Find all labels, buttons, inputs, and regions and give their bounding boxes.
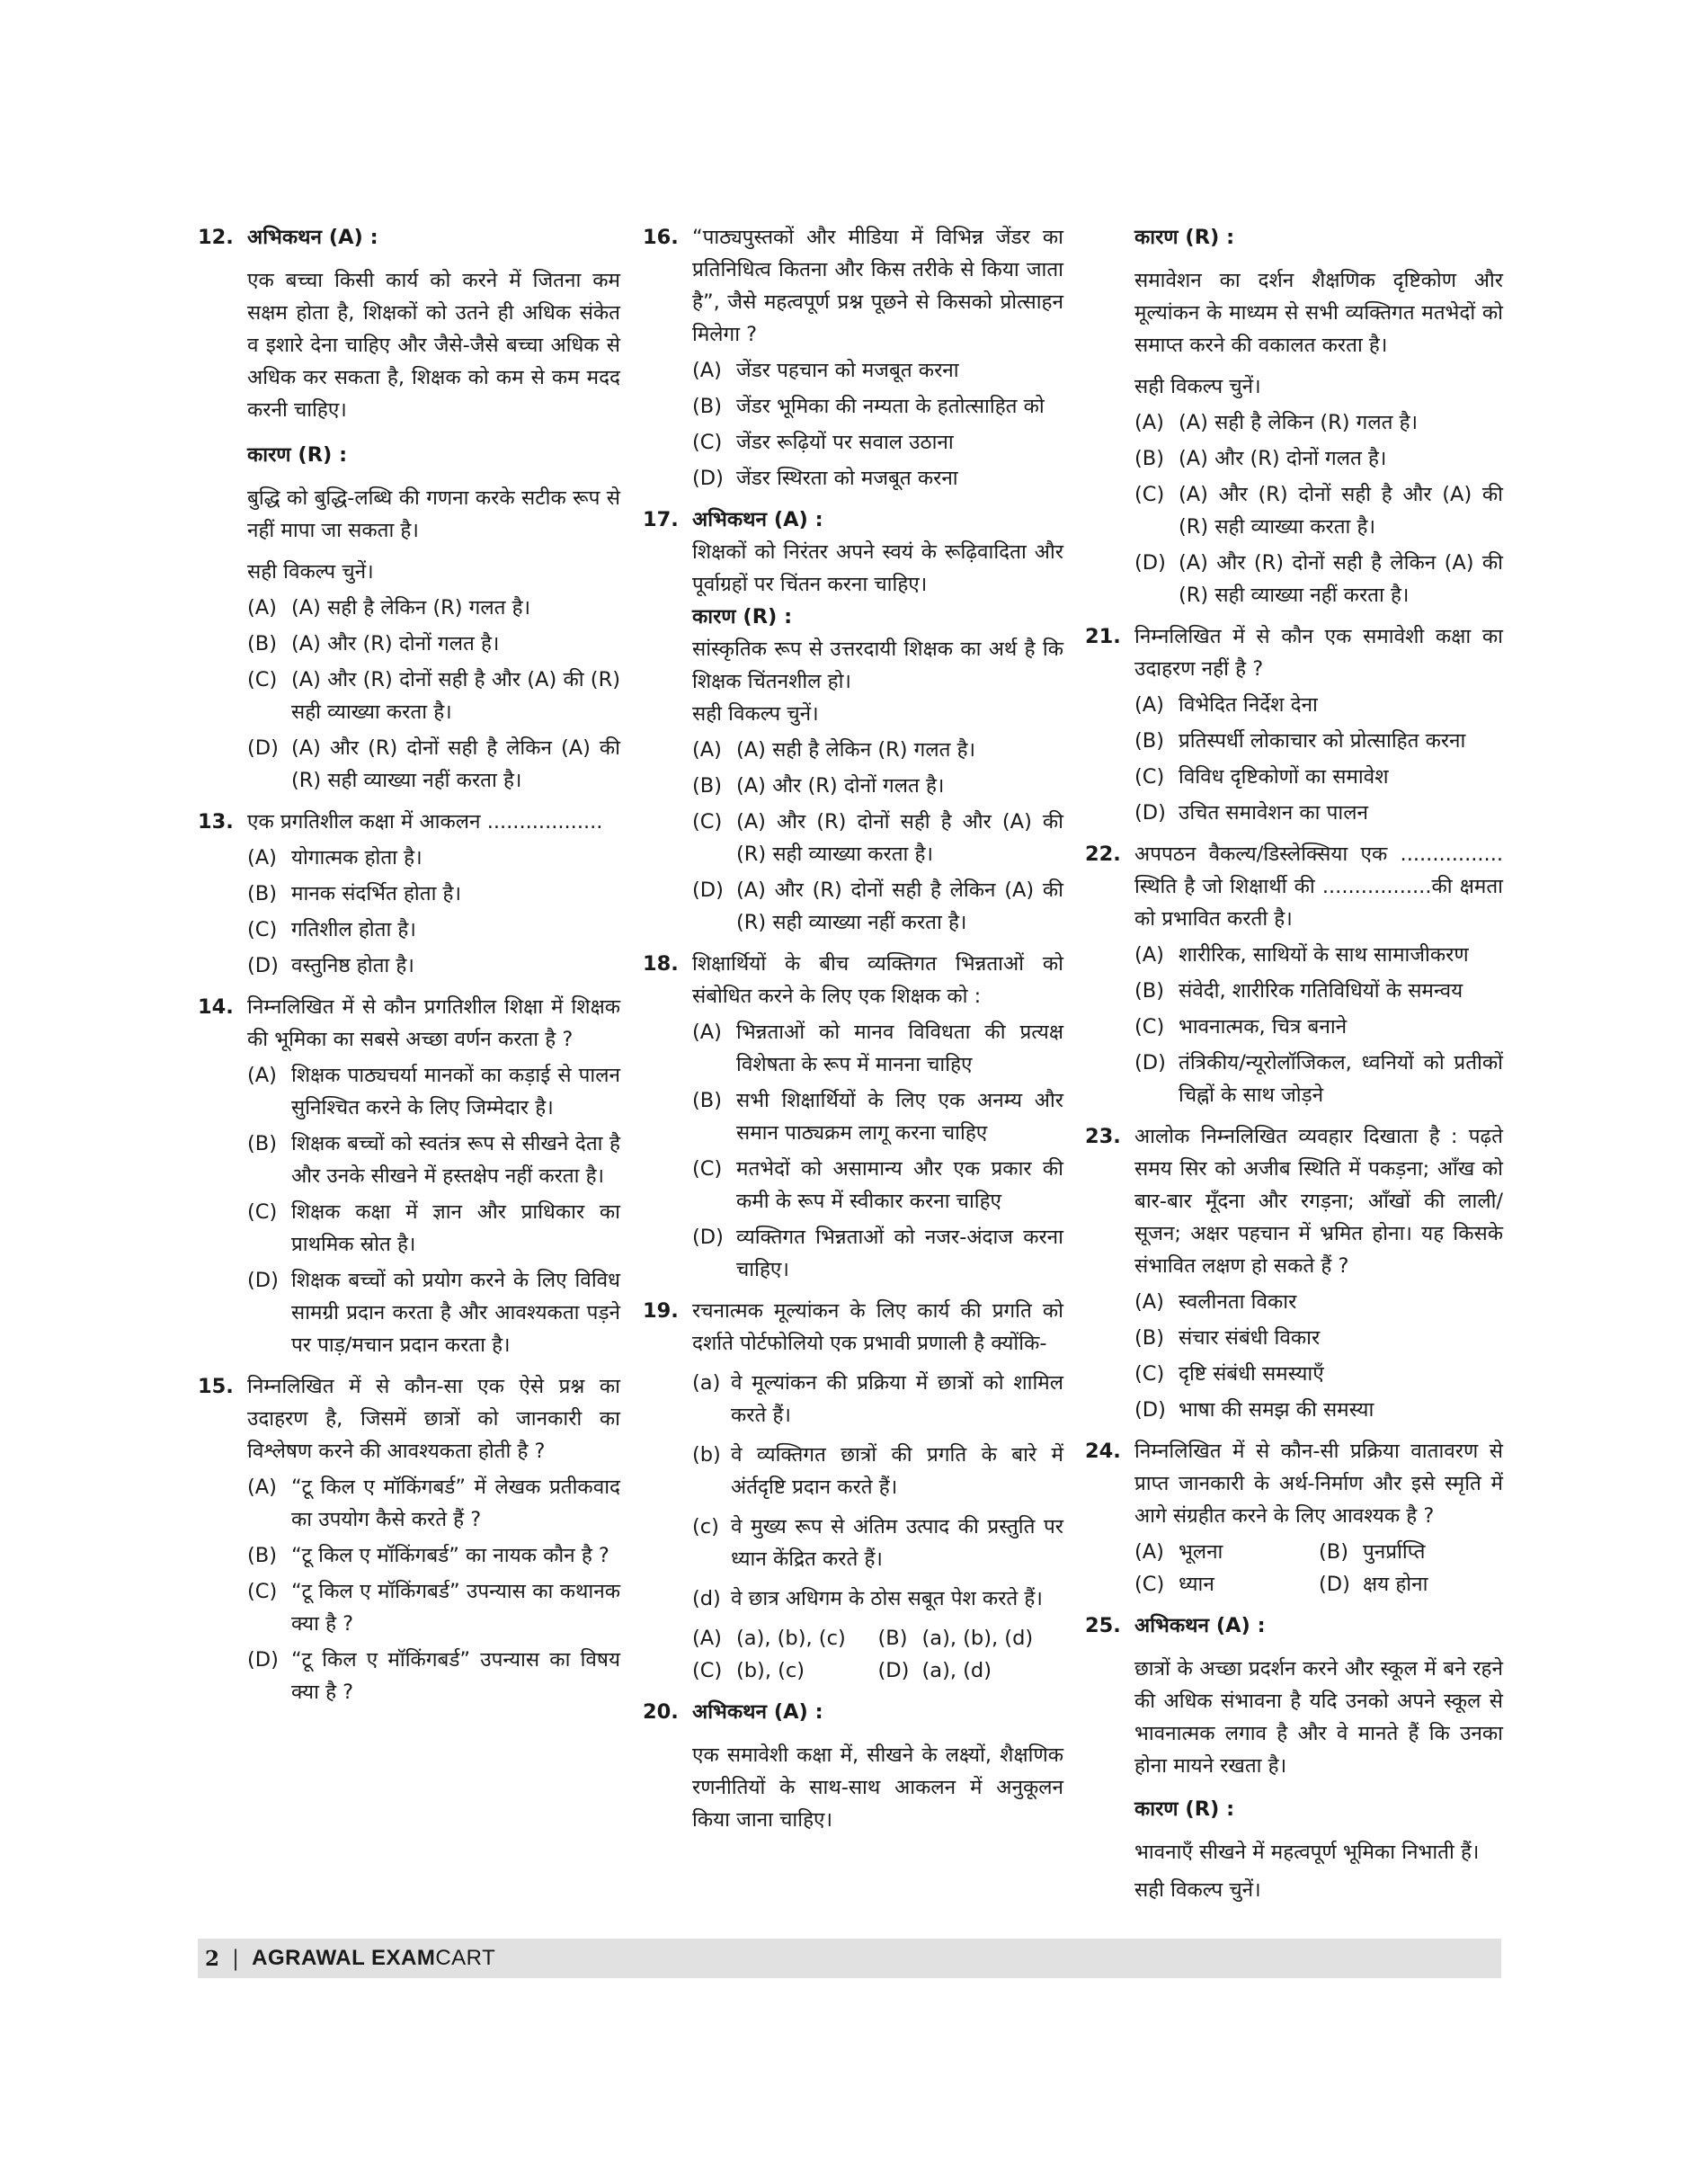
option-text: (A) सही है लेकिन (R) गलत है। bbox=[736, 738, 976, 762]
option-text: तंत्रिकीय/न्यूरोलॉजिकल, ध्वनियों को प्रतीकों चिह्नों के साथ जोड़ने bbox=[1179, 1051, 1503, 1107]
question-20-continued bbox=[1085, 221, 1503, 611]
option-text: भूलना bbox=[1179, 1540, 1223, 1564]
option-label: (B) bbox=[692, 774, 722, 798]
statement-label: (d) bbox=[692, 1587, 721, 1610]
option-label: (C) bbox=[247, 1580, 278, 1603]
option-text: भावनात्मक, चित्र बनाने bbox=[1179, 1015, 1348, 1039]
column-middle bbox=[643, 221, 1063, 1845]
option-text: संवेदी, शारीरिक गतिविधियों के समन्वय bbox=[1179, 979, 1463, 1003]
instruction-text: सही विकल्प चुनें। bbox=[247, 560, 374, 584]
option-label: (D) bbox=[877, 1659, 910, 1682]
option-label: (A) bbox=[692, 738, 722, 762]
option-text: (A) और (R) दोनों गलत है। bbox=[1179, 447, 1387, 470]
option-c[interactable] bbox=[692, 1153, 1063, 1217]
question-number: 21. bbox=[1085, 625, 1121, 648]
statement-text: वे छात्र अधिगम के ठोस सबूत पेश करते हैं। bbox=[731, 1587, 1043, 1610]
instruction-text: सही विकल्प चुनें। bbox=[692, 702, 819, 726]
option-c[interactable] bbox=[1134, 761, 1503, 793]
option-d[interactable] bbox=[692, 462, 1063, 495]
option-label: (B) bbox=[877, 1627, 908, 1650]
option-text: प्रतिस्पर्धी लोकाचार को प्रोत्साहित करना bbox=[1179, 729, 1466, 753]
option-label: (B) bbox=[692, 1089, 722, 1112]
option-label: (A) bbox=[247, 846, 277, 869]
option-label: (C) bbox=[247, 1200, 278, 1224]
option-b[interactable] bbox=[247, 628, 620, 660]
question-number: 14. bbox=[198, 995, 234, 1019]
brand-logo bbox=[252, 1946, 495, 1971]
option-b[interactable] bbox=[692, 770, 1063, 802]
option-text: योगात्मक होता है। bbox=[291, 846, 423, 869]
option-b[interactable] bbox=[247, 1539, 620, 1572]
question-number: 22. bbox=[1085, 843, 1121, 866]
option-a[interactable] bbox=[692, 1016, 1063, 1081]
option-c[interactable] bbox=[1134, 1568, 1319, 1601]
option-b[interactable] bbox=[1319, 1536, 1503, 1568]
reason-label: कारण (R) : bbox=[692, 605, 793, 629]
question-23 bbox=[1085, 1120, 1503, 1426]
statement-a bbox=[692, 1367, 1063, 1431]
option-d[interactable] bbox=[1134, 1394, 1503, 1426]
option-label: (C) bbox=[1134, 1015, 1165, 1039]
option-text: उचित समावेशन का पालन bbox=[1179, 801, 1368, 825]
option-c[interactable] bbox=[692, 426, 1063, 459]
assertion-text: एक समावेशी कक्षा में, सीखने के लक्ष्यों, शैक्षणिक रणनीतियों के साथ-साथ आकलन में अनुकूलन किया जाना चाहिए। bbox=[692, 1743, 1063, 1832]
option-b[interactable] bbox=[692, 1084, 1063, 1149]
option-c[interactable] bbox=[692, 806, 1063, 870]
option-b[interactable] bbox=[1134, 442, 1503, 475]
statement-label: (b) bbox=[692, 1443, 721, 1467]
option-text: (A) और (R) दोनों सही है और (A) की (R) सही व्याख्या करता है। bbox=[1179, 483, 1503, 539]
option-label: (A) bbox=[247, 1064, 277, 1087]
option-text: (A) सही है लेकिन (R) गलत है। bbox=[1179, 411, 1419, 434]
option-label: (B) bbox=[247, 632, 277, 655]
option-label: (D) bbox=[247, 954, 279, 977]
statement-text: वे व्यक्तिगत छात्रों की प्रगति के बारे में अंर्तदृष्टि प्रदान करते हैं। bbox=[731, 1443, 1063, 1499]
statement-c bbox=[692, 1511, 1063, 1575]
option-text: जेंडर पहचान को मजबूत करना bbox=[736, 359, 959, 382]
option-d[interactable] bbox=[247, 1264, 620, 1361]
question-stem: निम्नलिखित में से कौन-सा एक ऐसे प्रश्न का उदाहरण है, जिसमें छात्रों को जानकारी का विश्लेषण करने की आवश्यकता होती है ? bbox=[247, 1375, 620, 1463]
reason-text: बुद्धि को बुद्धि-लब्धि की गणना करके सटीक रूप से नहीं मापा जा सकता है। bbox=[247, 486, 620, 542]
column-left bbox=[198, 221, 620, 1717]
question-stem: एक प्रगतिशील कक्षा में आकलन .................. bbox=[247, 810, 603, 834]
question-stem: अपपठन वैकल्य/डिस्लेक्सिया एक ................ स्थिति है जो शिक्षार्थी की .................की क्षमता को प्रभावित करती है। bbox=[1134, 843, 1503, 931]
question-13 bbox=[198, 806, 620, 982]
question-number: 16. bbox=[643, 226, 679, 249]
option-text: विभेदित निर्देश देना bbox=[1179, 693, 1318, 717]
option-text: (a), (b), (c) bbox=[736, 1627, 846, 1650]
option-text: भिन्नताओं को मानव विविधता की प्रत्यक्ष विशेषता के रूप में मानना चाहिए bbox=[736, 1021, 1063, 1076]
option-a[interactable] bbox=[1134, 1286, 1503, 1318]
option-text: “टू किल ए मॉकिंगबर्ड” का नायक कौन है ? bbox=[291, 1544, 609, 1567]
option-text: वस्तुनिष्ठ होता है। bbox=[291, 954, 414, 977]
option-text: (A) और (R) दोनों गलत है। bbox=[291, 632, 500, 655]
question-number: 20. bbox=[643, 1700, 679, 1724]
question-stem: निम्नलिखित में से कौन एक समावेशी कक्षा का उदाहरण नहीं है ? bbox=[1134, 625, 1503, 681]
option-label: (B) bbox=[692, 395, 722, 418]
option-label: (C) bbox=[247, 918, 278, 941]
statement-label: (c) bbox=[692, 1515, 719, 1538]
option-label: (D) bbox=[247, 1648, 279, 1672]
option-grid bbox=[1134, 1536, 1503, 1601]
question-21 bbox=[1085, 620, 1503, 829]
option-text: जेंडर भूमिका की नम्यता के हतोत्साहित को bbox=[736, 395, 1045, 418]
assertion-text: एक बच्चा किसी कार्य को करने में जितना कम सक्षम होता है, शिक्षकों को उतने ही अधिक संकेत व इशारे देना चाहिए और जैसे-जैसे बच्चा अधिक से अधिक कर सकता है, शिक्षक को कम से कम मदद करनी चाहिए। bbox=[247, 269, 620, 422]
option-text: शिक्षक पाठ्यचर्या मानकों का कड़ाई से पालन सुनिश्चित करने के लिए जिम्मेदार है। bbox=[291, 1064, 620, 1119]
option-text: व्यक्तिगत भिन्नताओं को नजर-अंदाज करना चाहिए। bbox=[736, 1226, 1063, 1281]
option-label: (A) bbox=[247, 1476, 277, 1499]
option-label: (D) bbox=[692, 467, 724, 490]
option-text: विविध दृष्टिकोणों का समावेश bbox=[1179, 765, 1389, 789]
option-c[interactable] bbox=[1134, 478, 1503, 543]
option-label: (C) bbox=[1134, 765, 1165, 789]
brand-bold-text: AGRAWAL EXAM bbox=[252, 1946, 436, 1970]
option-a[interactable] bbox=[247, 1059, 620, 1124]
option-label: (A) bbox=[1134, 411, 1164, 434]
option-label: (C) bbox=[692, 431, 723, 454]
option-text: (a), (d) bbox=[921, 1659, 992, 1682]
option-text: (A) और (R) दोनों सही है और (A) की (R) सही व्याख्या करता है। bbox=[291, 668, 620, 724]
option-label: (B) bbox=[1134, 447, 1164, 470]
assertion-text: शिक्षकों को निरंतर अपने स्वयं के रूढ़िवादिता और पूर्वाग्रहों पर चिंतन करना चाहिए। bbox=[692, 540, 1063, 596]
option-a[interactable] bbox=[247, 1471, 620, 1536]
question-number: 15. bbox=[198, 1375, 234, 1398]
option-text: (A) सही है लेकिन (R) गलत है। bbox=[291, 596, 531, 620]
option-d[interactable] bbox=[878, 1654, 1064, 1687]
option-d[interactable] bbox=[692, 874, 1063, 939]
option-label: (C) bbox=[692, 810, 723, 834]
option-c[interactable] bbox=[247, 664, 620, 728]
option-text: (A) और (R) दोनों सही है लेकिन (A) की (R) सही व्याख्या नहीं करता है। bbox=[736, 878, 1063, 934]
option-label: (D) bbox=[1134, 1051, 1166, 1075]
option-text: (b), (c) bbox=[736, 1659, 805, 1682]
option-d[interactable] bbox=[247, 950, 620, 982]
statement-label: (a) bbox=[692, 1371, 721, 1395]
option-label: (C) bbox=[1134, 483, 1165, 506]
option-text: स्वलीनता विकार bbox=[1179, 1290, 1297, 1314]
question-number: 17. bbox=[643, 508, 679, 531]
option-label: (A) bbox=[692, 1627, 722, 1650]
option-label: (C) bbox=[692, 1157, 723, 1181]
option-label: (B) bbox=[1134, 979, 1164, 1003]
option-label: (C) bbox=[1134, 1362, 1165, 1386]
question-stem: निम्नलिखित में से कौन-सी प्रक्रिया वातावरण से प्राप्त जानकारी के अर्थ-निर्माण और इसे स्मृति में आगे संग्रहीत करने के लिए आवश्यक है ? bbox=[1134, 1440, 1503, 1528]
option-label: (D) bbox=[692, 1226, 724, 1249]
option-c[interactable] bbox=[1134, 1011, 1503, 1043]
question-number: 24. bbox=[1085, 1440, 1121, 1463]
option-text: (A) और (R) दोनों सही है और (A) की (R) सही व्याख्या करता है। bbox=[736, 810, 1063, 866]
option-label: (C) bbox=[1134, 1573, 1165, 1596]
question-14 bbox=[198, 991, 620, 1361]
question-20 bbox=[643, 1696, 1063, 1836]
question-18 bbox=[643, 948, 1063, 1286]
option-b[interactable] bbox=[878, 1622, 1064, 1654]
question-22 bbox=[1085, 838, 1503, 1111]
instruction-text: सही विकल्प चुनें। bbox=[1134, 1878, 1261, 1902]
option-label: (C) bbox=[692, 1659, 723, 1682]
question-25 bbox=[1085, 1610, 1503, 1906]
option-d[interactable] bbox=[1134, 797, 1503, 829]
option-text: सभी शिक्षार्थियों के लिए एक अनम्य और समान पाठ्यक्रम लागू करना चाहिए bbox=[736, 1089, 1063, 1145]
question-number: 18. bbox=[643, 952, 679, 976]
instruction-text: सही विकल्प चुनें। bbox=[1134, 375, 1261, 398]
question-stem: “पाठ्यपुस्तकों और मीडिया में विभिन्न जेंडर का प्रतिनिधित्व कितना और किस तरीके से किया जाता है”, जैसे महत्वपूर्ण प्रश्न पूछने से किसको प्रोत्साहन मिलेगा ? bbox=[692, 226, 1063, 346]
option-d[interactable] bbox=[1134, 1047, 1503, 1111]
option-b[interactable] bbox=[247, 878, 620, 910]
option-a[interactable] bbox=[1134, 689, 1503, 721]
option-text: पुनर्प्राप्ति bbox=[1363, 1540, 1426, 1564]
reason-label: कारण (R) : bbox=[1134, 226, 1235, 249]
assertion-label: अभिकथन (A) : bbox=[692, 508, 823, 531]
option-d[interactable] bbox=[692, 1221, 1063, 1286]
option-text: गतिशील होता है। bbox=[291, 918, 416, 941]
question-stem: आलोक निम्नलिखित व्यवहार दिखाता है : पढ़ते समय सिर को अजीब स्थिति में पकड़ना; आँख को बार-बार मूँदना और रगड़ना; आँखों की लाली/सूजन; अक्षर पहचान में भ्रमित होना। यह किसके संभावित लक्षण हो सकते हैं ? bbox=[1134, 1125, 1503, 1278]
question-number: 19. bbox=[643, 1299, 679, 1323]
option-label: (D) bbox=[692, 878, 724, 902]
option-label: (B) bbox=[1319, 1540, 1348, 1564]
option-label: (A) bbox=[1134, 1540, 1164, 1564]
option-a[interactable] bbox=[1134, 1536, 1319, 1568]
option-text: शारीरिक, साथियों के साथ सामाजीकरण bbox=[1179, 943, 1469, 967]
option-label: (D) bbox=[1134, 801, 1166, 825]
reason-label: कारण (R) : bbox=[1134, 1797, 1235, 1821]
option-b[interactable] bbox=[1134, 975, 1503, 1007]
page-footer bbox=[198, 1939, 1501, 1978]
option-d[interactable] bbox=[247, 1644, 620, 1708]
statement-text: वे मुख्य रूप से अंतिम उत्पाद की प्रस्तुति पर ध्यान केंद्रित करते हैं। bbox=[731, 1515, 1063, 1571]
option-b[interactable] bbox=[692, 390, 1063, 423]
option-label: (C) bbox=[247, 668, 278, 691]
reason-label: कारण (R) : bbox=[247, 443, 348, 467]
footer-separator: | bbox=[232, 1946, 240, 1971]
option-label: (B) bbox=[1134, 1326, 1164, 1350]
option-text: जेंडर रूढ़ियों पर सवाल उठाना bbox=[736, 431, 954, 454]
option-label: (A) bbox=[1134, 943, 1164, 967]
option-text: शिक्षक बच्चों को स्वतंत्र रूप से सीखने देता है और उनके सीखने में हस्तक्षेप नहीं करता है। bbox=[291, 1132, 620, 1188]
question-15 bbox=[198, 1370, 620, 1708]
option-b[interactable] bbox=[1134, 1322, 1503, 1354]
question-16 bbox=[643, 221, 1063, 495]
question-number: 23. bbox=[1085, 1125, 1121, 1148]
option-label: (A) bbox=[1134, 1290, 1164, 1314]
statement-b bbox=[692, 1439, 1063, 1503]
statement-text: वे मूल्यांकन की प्रक्रिया में छात्रों को शामिल करते हैं। bbox=[731, 1371, 1063, 1427]
question-24 bbox=[1085, 1435, 1503, 1601]
option-c[interactable] bbox=[247, 914, 620, 946]
option-label: (A) bbox=[692, 1021, 722, 1044]
option-a[interactable] bbox=[1134, 406, 1503, 439]
reason-text: भावनाएँ सीखने में महत्वपूर्ण भूमिका निभाती हैं। bbox=[1134, 1841, 1480, 1864]
question-number: 25. bbox=[1085, 1614, 1121, 1637]
reason-text: समावेशन का दर्शन शैक्षणिक दृष्टिकोण और मूल्यांकन के माध्यम से सभी व्यक्तिगत मतभेदों को समाप्त करने की वकालत करता है। bbox=[1134, 269, 1503, 357]
assertion-label: अभिकथन (A) : bbox=[247, 226, 378, 249]
statement-d bbox=[692, 1583, 1063, 1615]
option-label: (A) bbox=[247, 596, 277, 620]
option-d[interactable] bbox=[1319, 1568, 1503, 1601]
question-12 bbox=[198, 221, 620, 797]
option-text: मतभेदों को असामान्य और एक प्रकार की कमी के रूप में स्वीकार करना चाहिए bbox=[736, 1157, 1063, 1213]
option-label: (D) bbox=[247, 736, 279, 760]
option-text: दृष्टि संबंधी समस्याएँ bbox=[1179, 1362, 1324, 1386]
option-text: (A) और (R) दोनों सही है लेकिन (A) की (R) सही व्याख्या नहीं करता है। bbox=[1179, 551, 1503, 607]
question-19 bbox=[643, 1295, 1063, 1687]
option-label: (B) bbox=[247, 1544, 277, 1567]
option-text: “टू किल ए मॉकिंगबर्ड” उपन्यास का कथानक क्या है ? bbox=[291, 1580, 620, 1636]
question-stem: निम्नलिखित में से कौन प्रगतिशील शिक्षा में शिक्षक की भूमिका का सबसे अच्छा वर्णन करता है ? bbox=[247, 995, 620, 1051]
option-label: (A) bbox=[1134, 693, 1164, 717]
column-right bbox=[1085, 221, 1503, 1915]
option-a[interactable] bbox=[692, 354, 1063, 387]
option-a[interactable] bbox=[247, 592, 620, 624]
question-number: 13. bbox=[198, 810, 234, 834]
option-text: भाषा की समझ की समस्या bbox=[1179, 1398, 1374, 1422]
option-text: (A) और (R) दोनों गलत है। bbox=[736, 774, 945, 798]
option-text: संचार संबंधी विकार bbox=[1179, 1326, 1321, 1350]
assertion-text: छात्रों के अच्छा प्रदर्शन करने और स्कूल में बने रहने की अधिक संभावना है यदि उनको अपने स्कूल से भावनात्मक लगाव है और वे मानते हैं कि उनका होना मायने रखता है। bbox=[1134, 1657, 1503, 1778]
page-number: 2 bbox=[205, 1946, 220, 1971]
question-17 bbox=[643, 504, 1063, 939]
option-c[interactable] bbox=[247, 1196, 620, 1261]
option-text: शिक्षक कक्षा में ज्ञान और प्राधिकार का प्राथमिक स्रोत है। bbox=[291, 1200, 620, 1256]
option-text: मानक संदर्भित होता है। bbox=[291, 882, 462, 905]
brand-light-text: CART bbox=[435, 1946, 496, 1970]
option-d[interactable] bbox=[247, 732, 620, 797]
option-label: (D) bbox=[1134, 551, 1166, 575]
option-label: (B) bbox=[247, 1132, 277, 1155]
question-stem: शिक्षार्थियों के बीच व्यक्तिगत भिन्नताओं को संबोधित करने के लिए एक शिक्षक को : bbox=[692, 952, 1063, 1008]
option-text: क्षय होना bbox=[1363, 1573, 1428, 1596]
assertion-label: अभिकथन (A) : bbox=[1134, 1614, 1266, 1637]
option-text: ध्यान bbox=[1179, 1573, 1214, 1596]
option-c[interactable] bbox=[1134, 1358, 1503, 1390]
option-grid bbox=[692, 1622, 1063, 1687]
option-text: (A) और (R) दोनों सही है लेकिन (A) की (R) सही व्याख्या नहीं करता है। bbox=[291, 736, 620, 792]
option-text: “टू किल ए मॉकिंगबर्ड” उपन्यास का विषय क्या है ? bbox=[291, 1648, 620, 1704]
option-label: (B) bbox=[247, 882, 277, 905]
option-text: “टू किल ए मॉकिंगबर्ड” में लेखक प्रतीकवाद का उपयोग कैसे करते हैं ? bbox=[291, 1476, 620, 1531]
option-label: (D) bbox=[247, 1269, 279, 1292]
question-number: 12. bbox=[198, 226, 234, 249]
option-a[interactable] bbox=[692, 1622, 878, 1654]
option-text: शिक्षक बच्चों को प्रयोग करने के लिए विविध सामग्री प्रदान करता है और आवश्यकता पड़ने पर पाड़/मचान प्रदान करता है। bbox=[291, 1269, 620, 1357]
option-text: जेंडर स्थिरता को मजबूत करना bbox=[736, 467, 958, 490]
option-label: (B) bbox=[1134, 729, 1164, 753]
option-label: (D) bbox=[1319, 1573, 1350, 1596]
option-label: (D) bbox=[1134, 1398, 1166, 1422]
option-a[interactable] bbox=[692, 734, 1063, 766]
option-c[interactable] bbox=[247, 1575, 620, 1640]
option-a[interactable] bbox=[247, 842, 620, 874]
option-c[interactable] bbox=[692, 1654, 878, 1687]
reason-text: सांस्कृतिक रूप से उत्तरदायी शिक्षक का अर्थ है कि शिक्षक चिंतनशील हो। bbox=[692, 638, 1063, 693]
option-label: (A) bbox=[692, 359, 722, 382]
option-b[interactable] bbox=[247, 1128, 620, 1192]
assertion-label: अभिकथन (A) : bbox=[692, 1700, 823, 1724]
option-a[interactable] bbox=[1134, 939, 1503, 971]
option-b[interactable] bbox=[1134, 725, 1503, 757]
option-d[interactable] bbox=[1134, 547, 1503, 611]
option-text: (a), (b), (d) bbox=[921, 1627, 1034, 1650]
question-stem: रचनात्मक मूल्यांकन के लिए कार्य की प्रगति को दर्शाते पोर्टफोलियो एक प्रभावी प्रणाली है क्योंकि- bbox=[692, 1299, 1063, 1355]
